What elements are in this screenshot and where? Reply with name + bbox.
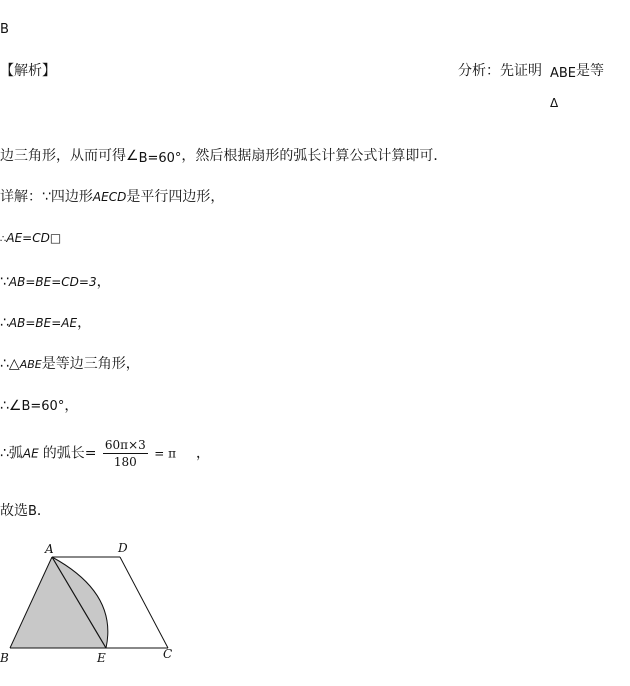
label-c: C [163, 647, 173, 661]
arc-length-fraction [103, 438, 148, 469]
quad-suffix: 是平行四边形， [126, 189, 225, 205]
conclusion [0, 500, 51, 520]
analysis-intro [458, 60, 604, 80]
step-5-suffix: ， [64, 398, 79, 414]
step-1-expr: AE=CD [6, 231, 50, 245]
step-2-suffix: ， [96, 274, 111, 290]
detail-header [0, 186, 224, 206]
label-d: D [118, 541, 128, 555]
step-4 [0, 353, 140, 373]
answer: B [0, 22, 9, 37]
quad-prefix: 四边形 [50, 189, 93, 205]
step-6-equals-pi: = π [154, 446, 176, 461]
quad-name: AECD [92, 190, 127, 204]
choose-suffix: ． [36, 503, 51, 519]
step-3-expr: AB=BE=AE [8, 316, 78, 330]
step-2-symbol: ∵ [0, 274, 9, 290]
delta-symbol: Δ [550, 96, 559, 110]
fraction-numerator: 60π×3 [104, 438, 146, 452]
step-4-suffix: 是等边三角形， [41, 356, 140, 372]
analysis-triangle: ABE [550, 66, 577, 81]
step-6-suffix: ， [195, 445, 210, 462]
step-1-symbol: ∴ [0, 234, 7, 245]
step-6-prefix: ∴弧 [0, 445, 23, 462]
choose-prefix: 故选 [0, 503, 28, 519]
step-3-symbol: ∴ [0, 315, 9, 331]
step-5 [0, 395, 78, 415]
step-6-mid: 的弧长= [42, 445, 97, 462]
analysis-prefix: 分析：先证明 [458, 63, 542, 79]
fraction-denominator: 180 [113, 455, 137, 469]
step-2 [0, 271, 111, 291]
segment-dc [120, 557, 168, 648]
step-5-symbol: ∴∠ [0, 398, 22, 414]
analysis-continuation [0, 145, 447, 165]
step-4-triangle: ABE [19, 358, 42, 371]
analysis-suffix: 是等 [576, 63, 605, 79]
geometry-figure [0, 538, 200, 668]
label-b: B [0, 651, 9, 665]
step-3 [0, 312, 91, 332]
step-3-suffix: ， [77, 315, 92, 331]
step-1-box: □ [49, 231, 62, 245]
step-2-expr: AB=BE=CD=3 [8, 275, 97, 289]
step-6 [0, 438, 210, 469]
label-a: A [45, 542, 54, 556]
step-6-arc: AE [22, 446, 39, 461]
detail-label: 详解： [0, 189, 42, 205]
step-1 [0, 230, 61, 246]
section-label: 【解析】 [0, 63, 56, 79]
step-5-expr: B=60° [21, 399, 65, 414]
because-symbol: ∵ [42, 189, 51, 205]
analysis-cont-text: 边三角形，从而可得∠ [0, 148, 139, 164]
label-e: E [97, 651, 106, 665]
choose-value: B [28, 504, 37, 519]
analysis-cont2: ，然后根据扇形的弧长计算公式计算即可． [181, 148, 448, 164]
analysis-angle: B=60° [138, 151, 182, 166]
step-4-symbol: ∴△ [0, 356, 20, 372]
